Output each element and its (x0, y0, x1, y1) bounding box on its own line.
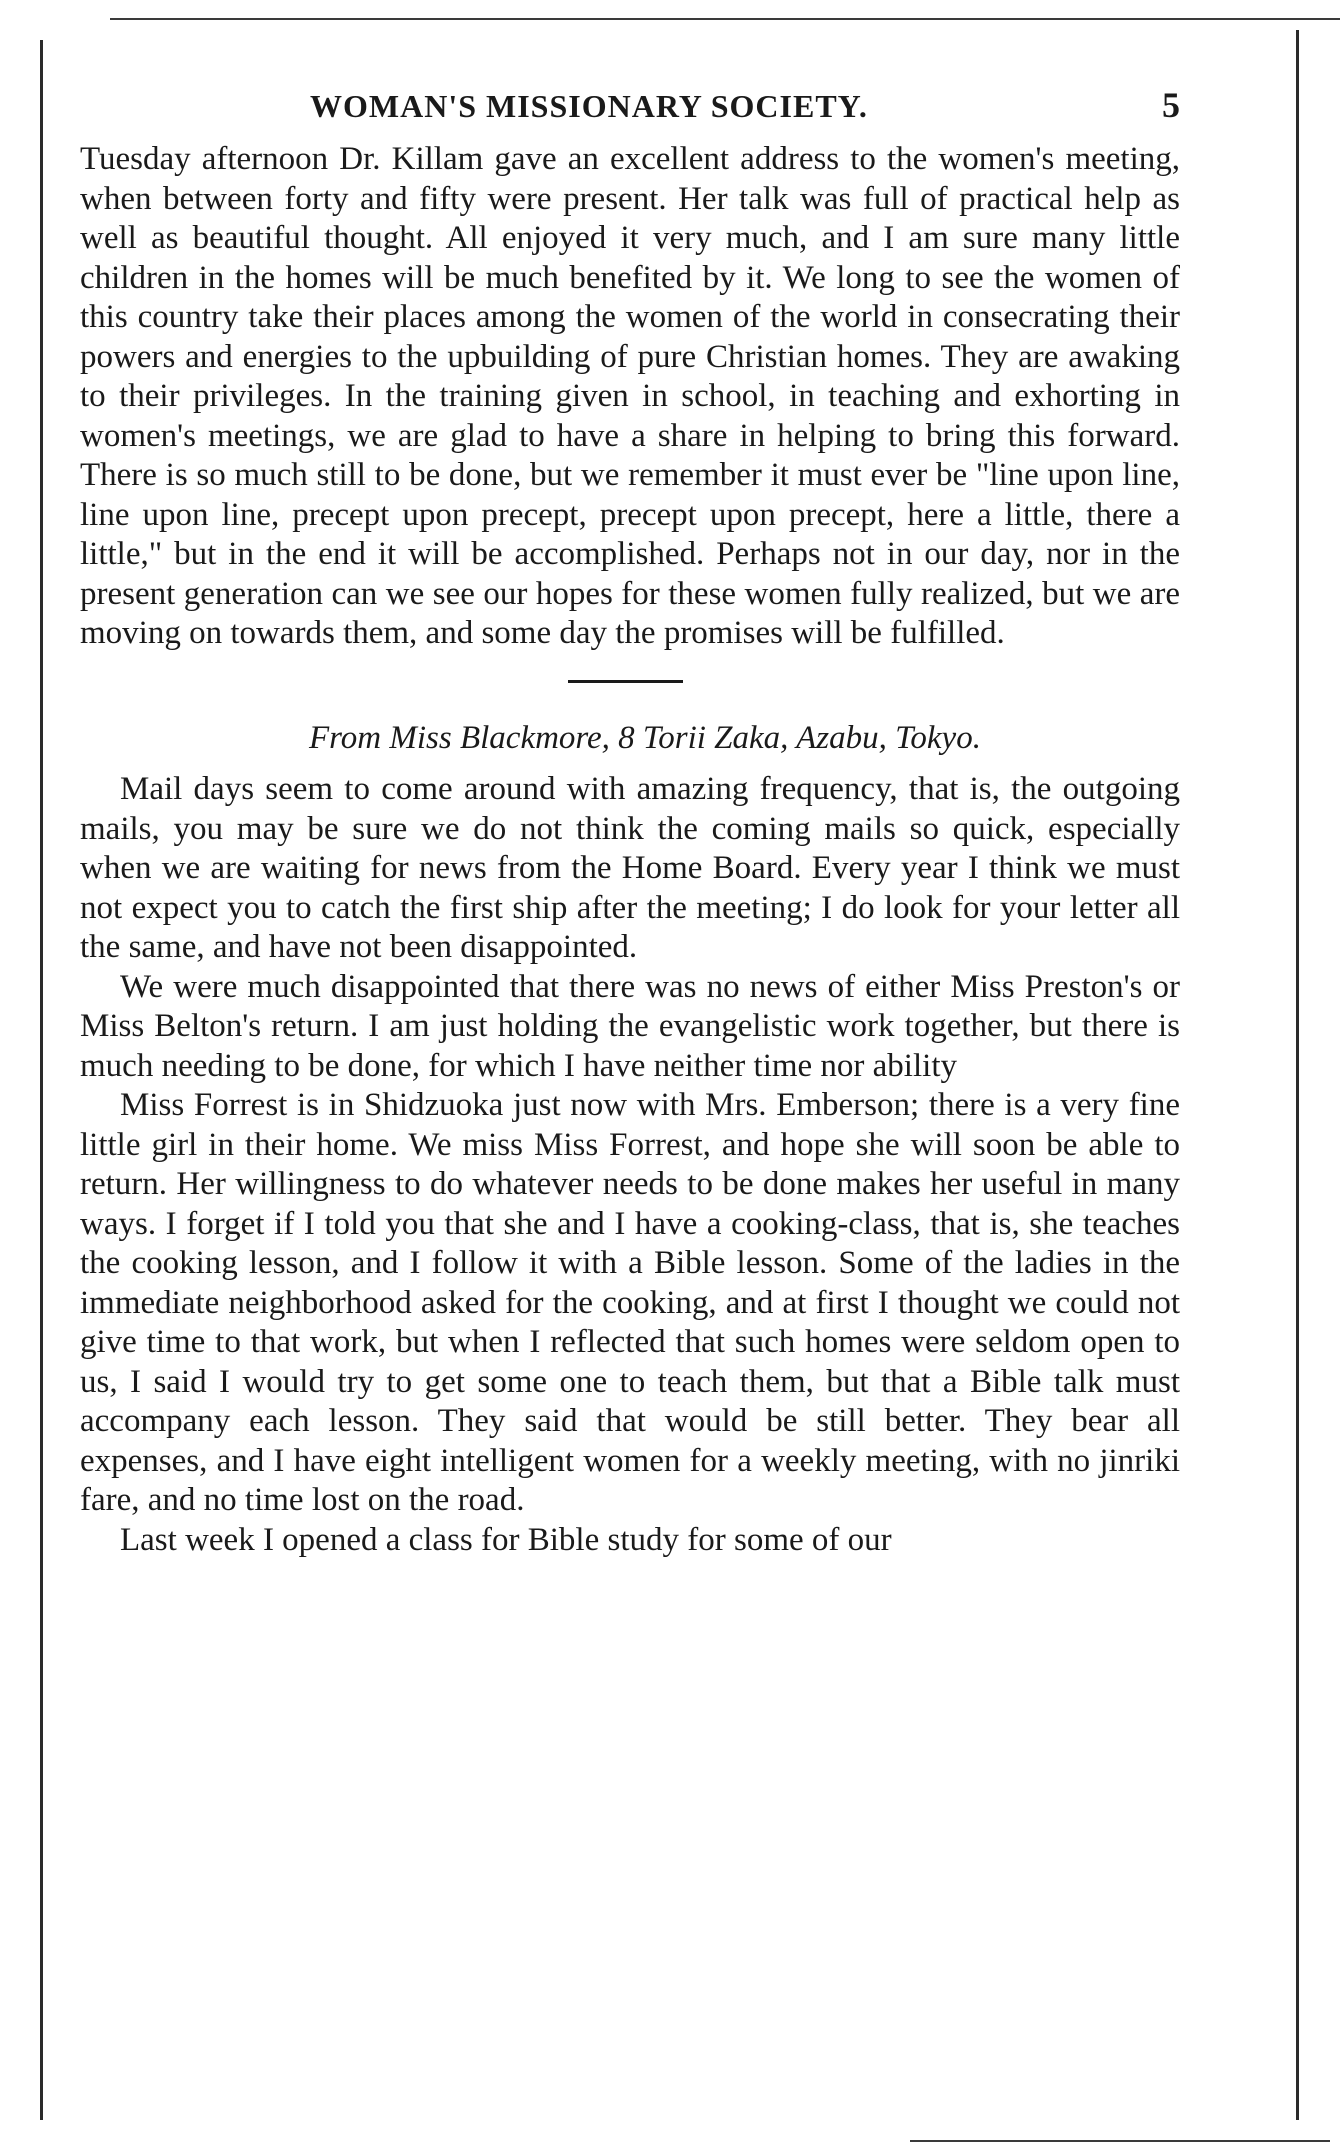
letter-paragraph: Mail days seem to come around with amazing frequency, that is, the outgoing mails, you may be sure we do not think the coming mails so quick, especially when we are waiting for news from the Home Board. Every year I think we must not expect you to catch the first ship after the meeting; I do look for your letter all the same, and have not been disappointed. (80, 771, 1180, 965)
letter-heading: From Miss Blackmore, 8 Torii Zaka, Azabu, Tokyo. (309, 719, 981, 756)
scan-border-bottom (910, 2140, 1330, 2142)
letter-paragraph: We were much disappointed that there was no news of either Miss Preston's or Miss Belton's return. I am just holding the evangelistic work together, but there is much needing to be done, for which I have neither time nor ability (80, 968, 1180, 1084)
letter-paragraph: Last week I opened a class for Bible study for some of our (120, 1521, 892, 1558)
scan-border-right (1296, 30, 1299, 2120)
page-number: 5 (1162, 85, 1180, 125)
letter-paragraph: Miss Forrest is in Shidzuoka just now with Mrs. Emberson; there is a very fine little girl in their home. We miss Miss Forrest, and hope she will soon be able to return. Her willingness to do whatever needs to be done makes her useful in many ways. I forget if I told you that she and I have a cooking-class, that is, she teaches the cooking lesson, and I follow it with a Bible lesson. Some of the ladies in the immediate neighborhood asked for the cooking, and at first I thought we could not give time to that work, but when I reflected that such homes were seldom open to us, I said I would try to get some one to teach them, but that a Bible talk must accompany each lesson. They said that would be still better. They bear all expenses, and I have eight intelligent women for a weekly meeting, with no jinriki fare, and no time lost on the road. (80, 1087, 1180, 1518)
section-divider (568, 680, 683, 683)
running-header (80, 70, 1180, 140)
opening-paragraph: Tuesday afternoon Dr. Killam gave an excellent address to the women's meeting, when between forty and fifty were present. Her talk was full of practical help as well as beautiful thought. All enjoyed it very much, and I am sure many little children in the homes will be much benefited by it. We long to see the women of this country take their places among the women of the world in consecrating their powers and energies to the upbuilding of pure Christian homes. They are awaking to their privileges. In the training given in school, in teaching and exhorting in women's meetings, we are glad to have a share in helping to bring this forward. There is so much still to be done, but we remember it must ever be "line upon line, line upon line, precept upon precept, precept upon precept, here a little, there a little," but in the end it will be accomplished. Perhaps not in our day, nor in the present generation can we see our hopes for these women fully realized, but we are moving on towards them, and some day the promises will be fulfilled. (80, 141, 1180, 651)
article-body (80, 140, 1180, 1560)
page (80, 70, 1180, 1560)
scan-border-top (110, 18, 1340, 20)
running-title: WOMAN'S MISSIONARY SOCIETY. (310, 88, 868, 124)
scan-border-left (40, 40, 43, 2120)
